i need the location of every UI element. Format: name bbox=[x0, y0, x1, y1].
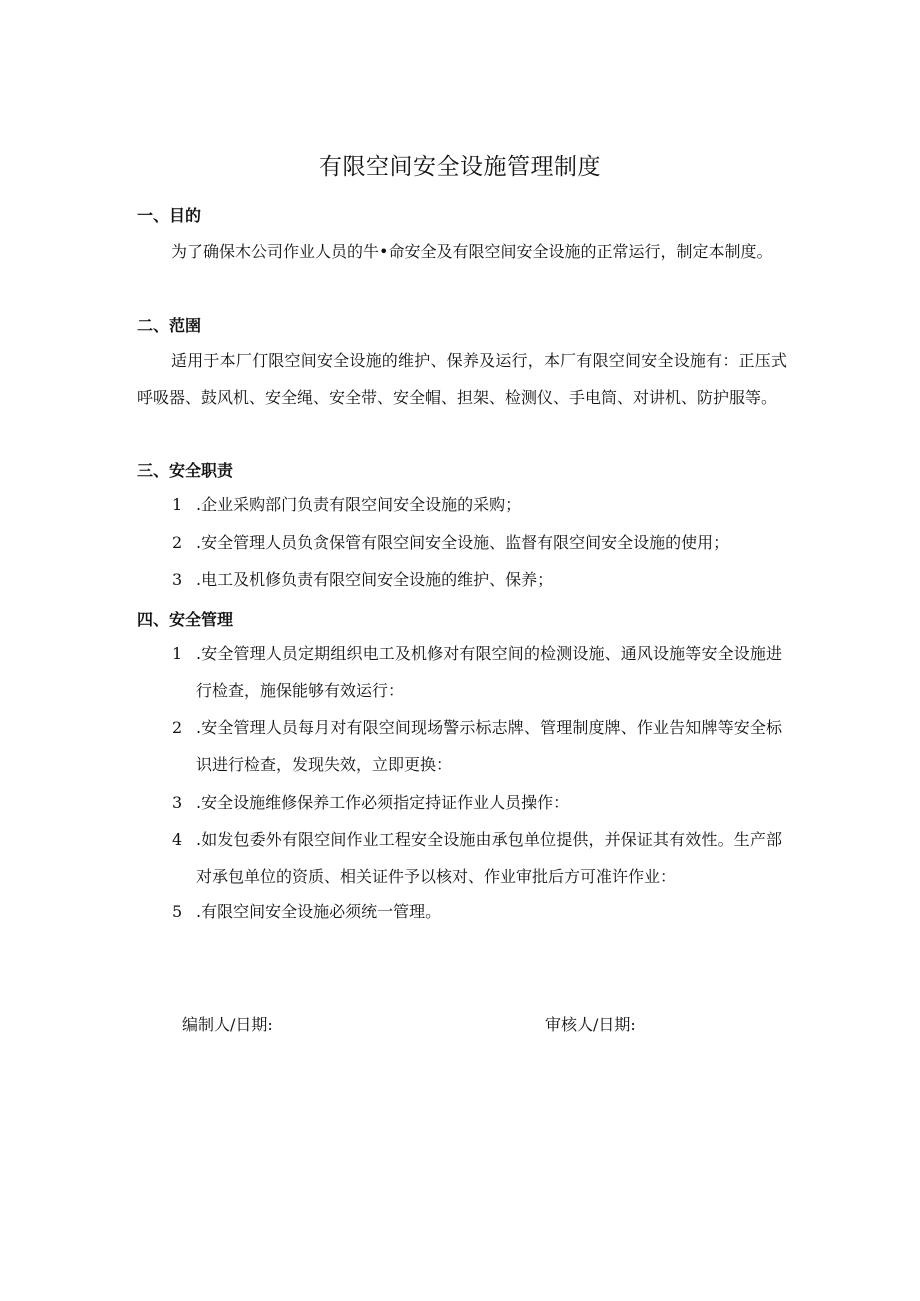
section-heading-management: 四、安全管理 bbox=[137, 610, 234, 629]
list-item-text: .有限空间安全设施必须统一管理。 bbox=[196, 902, 442, 921]
list-item-text: .电工及机修负责有限空间安全设施的维护、保养； bbox=[196, 570, 554, 589]
section-heading-responsibilities: 三、安全职责 bbox=[137, 461, 234, 480]
list-item bbox=[172, 635, 782, 709]
list-item bbox=[172, 784, 782, 821]
reviewer-signature-label: 审核人/日期: bbox=[545, 1015, 636, 1034]
list-item bbox=[172, 893, 782, 930]
list-item-number: 2 bbox=[172, 718, 183, 737]
list-item-number: 1 bbox=[172, 644, 183, 663]
list-item bbox=[172, 524, 782, 561]
list-item-number: 3 bbox=[172, 570, 183, 589]
list-item-number: 2 bbox=[172, 533, 183, 552]
list-item-number: 4 bbox=[172, 830, 183, 849]
list-item-text: .安全管理人员每月对有限空间现场警示标志牌、管理制度牌、作业告知牌等安全标识进行检查，发现失效，立即更换： bbox=[196, 718, 782, 774]
list-item bbox=[172, 709, 782, 783]
list-item-text: .如发包委外有限空间作业工程安全设施由承包单位提供，并保证其有效性。生产部对承包单位的资质、相关证件予以核对、作业审批后方可准许作业： bbox=[196, 830, 782, 886]
list-item-text: .安全管理人员负贪保管有限空间安全设施、监督有限空间安全设施的使用； bbox=[196, 533, 730, 552]
list-item-number: 5 bbox=[172, 902, 183, 921]
list-item-number: 1 bbox=[172, 495, 183, 514]
section-heading-purpose: 一、目的 bbox=[137, 206, 202, 225]
list-item-text: .安全设施维修保养工作必须指定持证作业人员操作： bbox=[196, 793, 570, 812]
list-item bbox=[172, 561, 782, 598]
list-item bbox=[172, 821, 782, 895]
section-heading-scope: 二、范圉 bbox=[137, 316, 202, 335]
list-item-text: .企业采购部门负责有限空间安全设施的采购； bbox=[196, 495, 522, 514]
list-item-number: 3 bbox=[172, 793, 183, 812]
compiler-signature-label: 编制人/日期: bbox=[182, 1015, 273, 1034]
list-item bbox=[172, 486, 782, 523]
document-title: 有限空间安全设施管理制度 bbox=[319, 154, 601, 180]
list-item-text: .安全管理人员定期组织电工及机修对有限空间的检测设施、通风设施等安全设施进行检查，施保能够有效运行： bbox=[196, 644, 782, 700]
section-paragraph-purpose: 为了确保木公司作业人员的牛•命安全及有限空间安全设施的正常运行，制定本制度。 bbox=[171, 242, 773, 261]
section-paragraph-scope: 适用于本厂仃限空间安全设施的维护、保养及运行，本厂有限空间安全设施有：正压式呼吸器、鼓风机、安全绳、安全带、安全帽、担架、检测仪、手电筒、对讲机、防护服等。 bbox=[137, 351, 787, 407]
